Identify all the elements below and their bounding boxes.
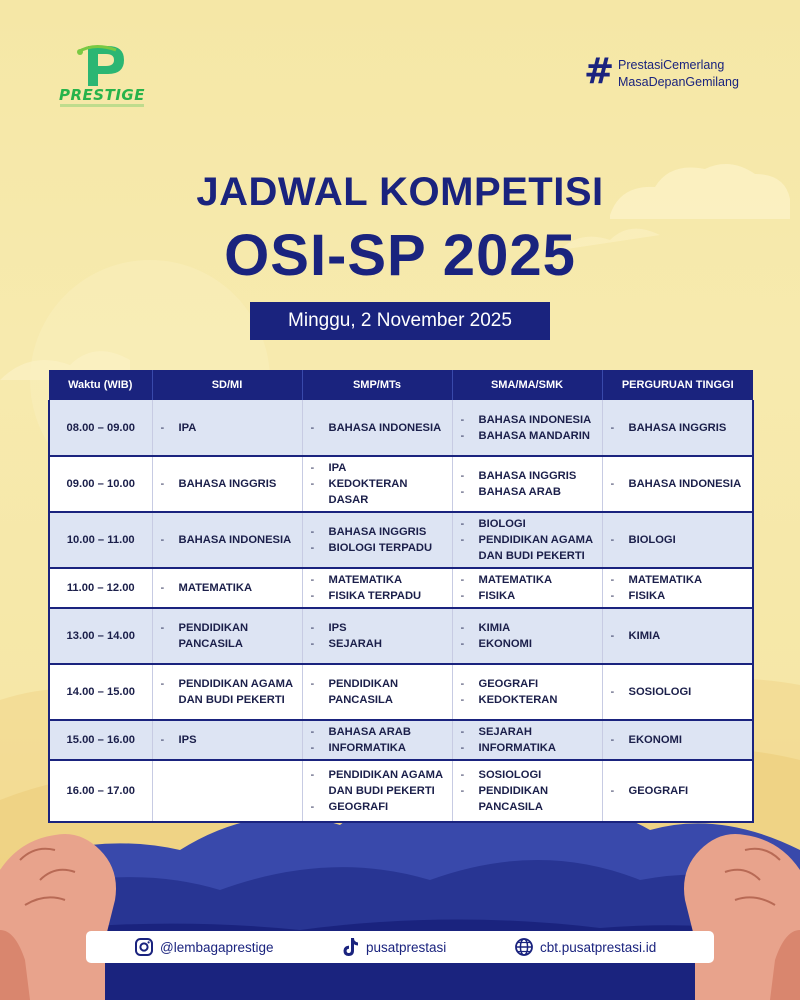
pt-cell (602, 568, 753, 608)
sma-cell (452, 400, 602, 456)
table-body (49, 400, 753, 822)
sd-cell (152, 720, 302, 760)
subject-item: - BIOLOGI (611, 532, 747, 548)
smp-cell (302, 400, 452, 456)
table-row (49, 400, 753, 456)
time-cell: 10.00 – 11.00 (49, 512, 152, 568)
subject-item: - BAHASA INDONESIA (311, 420, 446, 436)
logo-text: PRESTIGE (59, 86, 145, 104)
hashtag-block (584, 51, 764, 95)
time-cell: 08.00 – 09.00 (49, 400, 152, 456)
left-fist-icon (0, 834, 116, 1000)
subject-item: - FISIKA (611, 588, 747, 604)
pt-cell (602, 608, 753, 664)
subject-item: - PENDIDIKAN AGAMA DAN BUDI PEKERTI (311, 767, 446, 799)
subject-item: - GEOGRAFI (311, 799, 446, 815)
subject-item: - BAHASA ARAB (311, 724, 446, 740)
subject-item: - INFORMATIKA (311, 740, 446, 756)
smp-cell (302, 608, 452, 664)
sd-cell (152, 400, 302, 456)
subject-item: - BAHASA INDONESIA (161, 532, 296, 548)
subject-item: - FISIKA TERPADU (311, 588, 446, 604)
title-line-2: OSI-SP 2025 (224, 223, 576, 288)
table-row (49, 568, 753, 608)
logo-tagline (60, 104, 144, 107)
subject-item: - BIOLOGI TERPADU (311, 540, 446, 556)
table-row (49, 456, 753, 512)
pt-cell (602, 456, 753, 512)
subject-item: - PENDIDIKAN AGAMA DAN BUDI PEKERTI (161, 676, 296, 708)
subject-item: - GEOGRAFI (461, 676, 596, 692)
title-line-1: JADWAL KOMPETISI (196, 170, 604, 214)
tiktok-icon (342, 937, 360, 957)
subject-item: - BIOLOGI (461, 516, 596, 532)
subject-item: - SOSIOLOGI (461, 767, 596, 783)
schedule-table (48, 370, 754, 823)
pt-cell (602, 512, 753, 568)
smp-cell (302, 664, 452, 720)
subject-item: - KEDOKTERAN (461, 692, 596, 708)
subject-item: - PENDIDIKAN PANCASILA (311, 676, 446, 708)
time-cell: 15.00 – 16.00 (49, 720, 152, 760)
subject-item: - SOSIOLOGI (611, 684, 747, 700)
smp-cell (302, 512, 452, 568)
table-row (49, 512, 753, 568)
footer-website[interactable] (514, 931, 656, 963)
smp-cell (302, 568, 452, 608)
subject-item: - GEOGRAFI (611, 783, 747, 799)
subject-item: - PENDIDIKAN PANCASILA (461, 783, 596, 815)
time-cell: 16.00 – 17.00 (49, 760, 152, 822)
header-sd: SD/MI (152, 370, 302, 400)
sma-cell (452, 456, 602, 512)
logo-p-icon (74, 40, 130, 88)
subject-item: - FISIKA (461, 588, 596, 604)
subject-item: - BAHASA INGGRIS (461, 468, 596, 484)
subject-item: - BAHASA ARAB (461, 484, 596, 500)
subject-item: - BAHASA INDONESIA (461, 412, 596, 428)
time-cell: 13.00 – 14.00 (49, 608, 152, 664)
subject-item: - MATEMATIKA (611, 572, 747, 588)
header-waktu: Waktu (WIB) (49, 370, 152, 400)
footer-tiktok[interactable] (342, 931, 446, 963)
subject-item: - KIMIA (461, 620, 596, 636)
sma-cell (452, 664, 602, 720)
header-pt: PERGURUAN TINGGI (602, 370, 753, 400)
time-cell: 14.00 – 15.00 (49, 664, 152, 720)
subject-item: - IPS (161, 732, 296, 748)
table-row (49, 720, 753, 760)
subject-item: - BAHASA INDONESIA (611, 476, 747, 492)
subject-item: - SEJARAH (461, 724, 596, 740)
hashtag-line-1: PrestasiCemerlang (618, 58, 725, 72)
subject-item: - KEDOKTERAN DASAR (311, 476, 446, 508)
table-row (49, 664, 753, 720)
header-smp: SMP/MTs (302, 370, 452, 400)
sd-cell (152, 664, 302, 720)
website-url: cbt.pusatprestasi.id (540, 939, 657, 955)
subject-item: - BAHASA MANDARIN (461, 428, 596, 444)
table-row (49, 760, 753, 822)
subject-item: - PENDIDIKAN AGAMA DAN BUDI PEKERTI (461, 532, 596, 564)
sma-cell (452, 760, 602, 822)
subject-item: - BAHASA INGGRIS (611, 420, 747, 436)
time-cell: 11.00 – 12.00 (49, 568, 152, 608)
subject-item: - MATEMATIKA (311, 572, 446, 588)
subject-item: - KIMIA (611, 628, 747, 644)
subject-item: - EKONOMI (461, 636, 596, 652)
hashtag-line-2: MasaDepanGemilang (618, 75, 739, 89)
sd-cell (152, 456, 302, 512)
subject-item: - EKONOMI (611, 732, 747, 748)
sd-cell (152, 760, 302, 822)
right-fist-icon (684, 834, 800, 1000)
table-row (49, 608, 753, 664)
subject-item: - SEJARAH (311, 636, 446, 652)
pt-cell (602, 400, 753, 456)
globe-icon (514, 937, 534, 957)
subject-item: - INFORMATIKA (461, 740, 596, 756)
subject-item: - PENDIDIKAN PANCASILA (161, 620, 296, 652)
date-badge: Minggu, 2 November 2025 (250, 302, 550, 340)
subject-item: - BAHASA INGGRIS (161, 476, 296, 492)
footer-bar (86, 931, 714, 963)
pt-cell (602, 760, 753, 822)
sma-cell (452, 568, 602, 608)
table-header-row (49, 370, 753, 400)
subject-item: - MATEMATIKA (461, 572, 596, 588)
smp-cell (302, 720, 452, 760)
smp-cell (302, 760, 452, 822)
tiktok-handle: pusatprestasi (366, 939, 447, 955)
footer-instagram[interactable] (134, 931, 274, 963)
time-cell: 09.00 – 10.00 (49, 456, 152, 512)
sd-cell (152, 568, 302, 608)
sma-cell (452, 608, 602, 664)
subject-item: - IPA (311, 460, 446, 476)
header-sma: SMA/MA/SMK (452, 370, 602, 400)
prestige-logo (56, 40, 148, 112)
sd-cell (152, 608, 302, 664)
sd-cell (152, 512, 302, 568)
subject-item: - BAHASA INGGRIS (311, 524, 446, 540)
sma-cell (452, 512, 602, 568)
smp-cell (302, 456, 452, 512)
hashtag-icon: # (584, 51, 615, 92)
instagram-icon (134, 937, 154, 957)
pt-cell (602, 664, 753, 720)
subject-item: - IPA (161, 420, 296, 436)
subject-item: - IPS (311, 620, 446, 636)
sma-cell (452, 720, 602, 760)
pt-cell (602, 720, 753, 760)
instagram-handle: @lembagaprestige (160, 939, 274, 955)
subject-item: - MATEMATIKA (161, 580, 296, 596)
